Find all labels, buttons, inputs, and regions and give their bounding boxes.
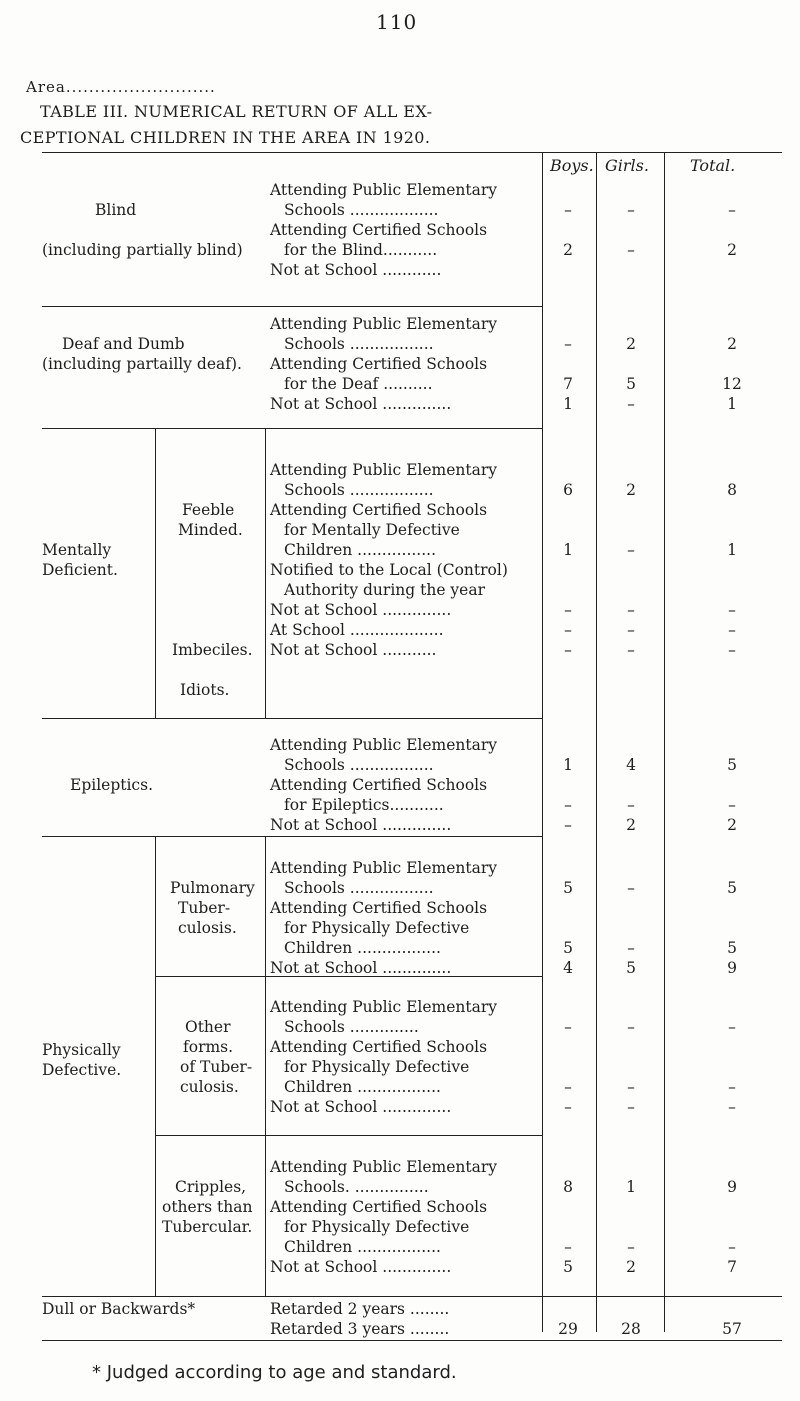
cell-girls: 2 [626, 481, 636, 499]
cell-boys: – [564, 1078, 572, 1096]
row-label: Attending Public Elementary [270, 181, 498, 199]
sub-other-3: of Tuber- [180, 1058, 253, 1076]
row-label: Attending Certified Schools [270, 221, 488, 239]
physical-sub-rule [265, 836, 266, 1296]
row-label: Attending Certified Schools [270, 776, 488, 794]
mental-sub-rule [265, 428, 266, 718]
cell-girls: 1 [626, 1178, 636, 1196]
cell-girls: – [627, 1098, 635, 1116]
row-label: Authority during the year [284, 581, 485, 599]
cell-boys: 1 [563, 541, 573, 559]
sub-idiots: Idiots. [180, 681, 230, 699]
cell-boys: – [564, 816, 572, 834]
cell-girls: – [627, 1018, 635, 1036]
cell-total: 12 [722, 375, 742, 393]
row-label: for Physically Defective [284, 919, 470, 937]
cell-girls: – [627, 601, 635, 619]
cell-boys: 4 [563, 959, 573, 977]
cell-boys: 5 [563, 879, 573, 897]
table-title [20, 99, 780, 151]
row-label: Schools ................. [284, 879, 434, 897]
physical-left-rule [155, 836, 156, 1296]
cell-total: – [728, 1098, 736, 1116]
rule-other-cripples [155, 1135, 542, 1136]
cell-girls: – [627, 641, 635, 659]
cell-boys: – [564, 201, 572, 219]
row-label: Children ................. [284, 1238, 441, 1256]
footnote: * Judged according to age and standard. [92, 1362, 457, 1383]
bottom-rule [42, 1340, 782, 1341]
header-total: Total. [690, 156, 736, 175]
cell-total: 1 [727, 395, 737, 413]
row-label: Retarded 3 years ........ [270, 1320, 450, 1338]
category-deaf-note: (including partailly deaf). [42, 355, 242, 373]
cell-total: – [728, 1238, 736, 1256]
cell-total: 1 [727, 541, 737, 559]
category-dull: Dull or Backwards* [42, 1300, 196, 1318]
cell-girls: 4 [626, 756, 636, 774]
row-label: Not at School .............. [270, 601, 452, 619]
cell-girls: – [627, 939, 635, 957]
cell-total: – [728, 201, 736, 219]
cell-total: – [728, 621, 736, 639]
cell-boys: – [564, 796, 572, 814]
cell-boys: 5 [563, 939, 573, 957]
cell-total: 5 [727, 879, 737, 897]
cell-girls: – [627, 201, 635, 219]
sub-other: Other [185, 1018, 231, 1036]
cell-total: 2 [727, 335, 737, 353]
area-label: Area.......................... [26, 78, 216, 96]
category-mental-2: Deficient. [42, 561, 118, 579]
row-label: Schools ................. [284, 335, 434, 353]
row-label: Schools ................. [284, 481, 434, 499]
sub-cripples-3: Tubercular. [162, 1218, 253, 1236]
cell-boys: 5 [563, 1258, 573, 1276]
cell-girls: – [627, 879, 635, 897]
cell-boys: – [564, 621, 572, 639]
category-epileptics: Epileptics. [70, 776, 153, 794]
row-label: Not at School .............. [270, 1258, 452, 1276]
cell-boys: – [564, 1098, 572, 1116]
cell-girls: – [627, 395, 635, 413]
row-label: Schools .............. [284, 1018, 419, 1036]
cell-girls: 2 [626, 1258, 636, 1276]
row-label: Attending Certified Schools [270, 501, 488, 519]
cell-total: 2 [727, 816, 737, 834]
cell-girls: – [627, 1238, 635, 1256]
divider-girls-total [664, 152, 665, 1332]
cell-total: – [728, 1078, 736, 1096]
row-label: At School ................... [270, 621, 444, 639]
row-label: Retarded 2 years ........ [270, 1300, 450, 1318]
cell-girls: 28 [621, 1320, 641, 1338]
rule-after-epileptics [42, 836, 542, 837]
cell-total: – [728, 796, 736, 814]
row-label: Attending Public Elementary [270, 998, 498, 1016]
cell-boys: – [564, 1018, 572, 1036]
category-mental: Mentally [42, 541, 112, 559]
cell-girls: 2 [626, 816, 636, 834]
row-label: Attending Public Elementary [270, 736, 498, 754]
sub-other-4: culosis. [180, 1078, 239, 1096]
header-girls: Girls. [605, 156, 649, 175]
cell-boys: 2 [563, 241, 573, 259]
row-label: Attending Certified Schools [270, 1198, 488, 1216]
cell-total: – [728, 601, 736, 619]
cell-boys: 1 [563, 395, 573, 413]
sub-pulmonary: Pulmonary [170, 879, 255, 897]
row-label: Children ................ [284, 541, 437, 559]
rule-after-physical [42, 1296, 782, 1297]
cell-total: – [728, 1018, 736, 1036]
cell-boys: – [564, 1238, 572, 1256]
row-label: Attending Certified Schools [270, 899, 488, 917]
cell-girls: – [627, 541, 635, 559]
cell-boys: – [564, 335, 572, 353]
cell-boys: 7 [563, 375, 573, 393]
row-label: Not at School ........... [270, 641, 437, 659]
cell-boys: 6 [563, 481, 573, 499]
cell-boys: 1 [563, 756, 573, 774]
row-label: Schools .................. [284, 201, 439, 219]
cell-total: 9 [727, 959, 737, 977]
row-label: Not at School .............. [270, 816, 452, 834]
cell-total: 8 [727, 481, 737, 499]
category-physical-2: Defective. [42, 1061, 122, 1079]
cell-girls: 5 [626, 375, 636, 393]
category-physical: Physically [42, 1041, 121, 1059]
row-label: for Mentally Defective [284, 521, 460, 539]
row-label: for Physically Defective [284, 1058, 470, 1076]
cell-total: 57 [722, 1320, 742, 1338]
row-label: Attending Public Elementary [270, 315, 498, 333]
mental-left-rule [155, 428, 156, 718]
title-line-2: CEPTIONAL CHILDREN IN THE AREA IN 1920. [20, 128, 431, 147]
cell-boys: – [564, 601, 572, 619]
sub-pulmonary-3: culosis. [178, 919, 237, 937]
row-label: Attending Certified Schools [270, 1038, 488, 1056]
cell-boys: – [564, 641, 572, 659]
sub-pulmonary-2: Tuber- [178, 899, 231, 917]
rule-after-deaf [42, 428, 542, 429]
row-label: Not at School ............ [270, 261, 442, 279]
cell-total: – [728, 641, 736, 659]
sub-cripples: Cripples, [175, 1178, 247, 1196]
divider-label-boys [542, 152, 543, 1332]
row-label: Schools ................. [284, 756, 434, 774]
title-line-1: TABLE III. NUMERICAL RETURN OF ALL EX- [40, 102, 433, 121]
cell-girls: 2 [626, 335, 636, 353]
cell-girls: – [627, 621, 635, 639]
header-boys: Boys. [550, 156, 594, 175]
sub-other-2: forms. [183, 1038, 234, 1056]
sub-feeble-2: Minded. [178, 521, 243, 539]
category-deaf: Deaf and Dumb [62, 335, 185, 353]
row-label: Children ................. [284, 1078, 441, 1096]
cell-total: 2 [727, 241, 737, 259]
row-label: Not at School .............. [270, 395, 452, 413]
sub-cripples-2: others than [162, 1198, 253, 1216]
top-rule [42, 152, 782, 153]
divider-boys-girls [596, 152, 597, 1332]
rule-after-blind [42, 306, 542, 307]
cell-girls: – [627, 241, 635, 259]
row-label: Attending Certified Schools [270, 355, 488, 373]
category-blind-note: (including partially blind) [42, 241, 243, 259]
row-label: Attending Public Elementary [270, 461, 498, 479]
cell-total: 7 [727, 1258, 737, 1276]
row-label: Children ................. [284, 939, 441, 957]
cell-total: 5 [727, 939, 737, 957]
page-number: 110 [376, 10, 418, 34]
cell-girls: – [627, 1078, 635, 1096]
cell-boys: 8 [563, 1178, 573, 1196]
row-label: for Physically Defective [284, 1218, 470, 1236]
cell-boys: 29 [558, 1320, 578, 1338]
sub-feeble: Feeble [182, 501, 235, 519]
row-label: Attending Public Elementary [270, 1158, 498, 1176]
category-blind: Blind [95, 201, 137, 219]
row-label: for the Deaf .......... [284, 375, 433, 393]
sub-imbeciles: Imbeciles. [172, 641, 253, 659]
cell-total: 9 [727, 1178, 737, 1196]
cell-girls: – [627, 796, 635, 814]
row-label: Not at School .............. [270, 1098, 452, 1116]
cell-total: 5 [727, 756, 737, 774]
row-label: Not at School .............. [270, 959, 452, 977]
row-label: Attending Public Elementary [270, 859, 498, 877]
row-label: for Epileptics........... [284, 796, 444, 814]
rule-after-mental [42, 718, 542, 719]
row-label: for the Blind........... [284, 241, 438, 259]
cell-girls: 5 [626, 959, 636, 977]
row-label: Schools. ............... [284, 1178, 429, 1196]
row-label: Notified to the Local (Control) [270, 561, 508, 579]
